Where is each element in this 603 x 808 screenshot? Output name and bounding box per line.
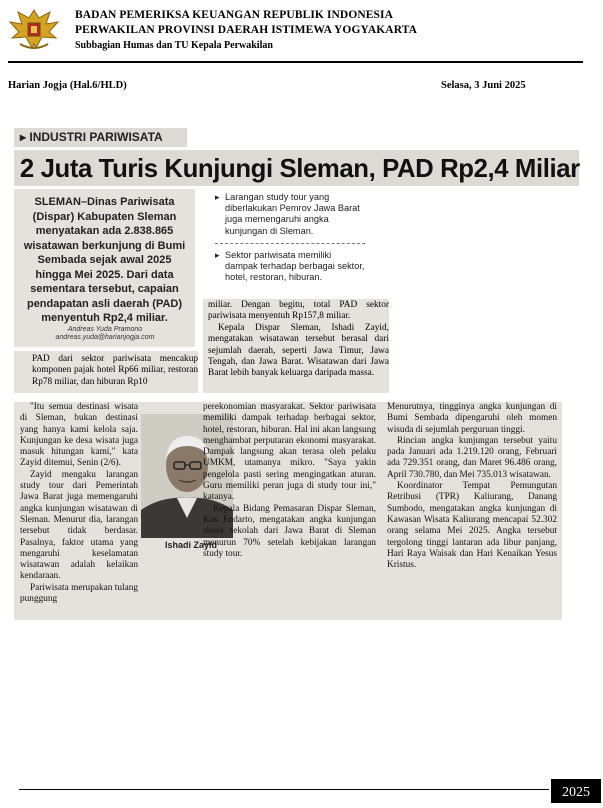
pad-paragraph: PAD dari sektor pariwisata mencakup komponen pajak hotel Rp66 miliar, restoran Rp78 miliar, dan hiburan Rp10 [14,351,198,393]
paragraph: Zayid mengaku larangan study tour dari Pemerintah Jawa Barat juga memengaruhi angka kunjungan wisatawan di Sleman. Menurut dia, larangan tersebut tidak berdasar. Pasalnya, faktor utama yang mengaruhi keselamatan wisatawan adalah kelaikan kendaraan. [20,469,138,582]
highlight-item: ▸ Sektor pariwisata memiliki dampak terhadap berbagai sektor, hotel, restoran, hiburan. [215,250,365,284]
body-column-1 [20,402,138,605]
body-column-3 [387,402,557,571]
highlight-item: ▸ Larangan study tour yang diberlakukan Pemrov Jawa Barat juga memengaruhi angka kunjungan di Sleman. [215,192,365,237]
paragraph: Pariwisata merupakan tulang punggung [20,582,138,605]
section-kicker: ▸ INDUSTRI PARIWISATA [14,128,187,147]
paragraph: Menurutnya, tingginya angka kunjungan di Bumi Sembada dipengaruhi oleh momen wisuda di sejumlah perguruan tinggi. [387,402,557,435]
paragraph: Koordinator Tempat Pemungutan Retribusi (TPR) Kaliurang, Danang Sumbodo, mengatakan angka kunjungan di Kawasan Wisata Kaliurang mencapai 52.302 orang selama Mei 2025. Angka tersebut tergolong tinggi lantaran ada libur panjang, Hari Raya Waisak dan Hari Kenaikan Yesus Kristus. [387,481,557,571]
paragraph: "Itu semua destinasi wisata di Sleman, bukan destinasi yang hanya kami kelola saja. Kunjungan ke desa wisata juga masuk hitungan kami," kata Zayid ditemui, Senin (2/6). [20,402,138,469]
body-column-2 [203,402,376,560]
photo-caption: Ishadi Zayid [165,540,218,550]
paragraph: perekonomian masyarakat. Sektor pariwisata memiliki dampak terhadap berbagai sektor, hotel, restoran, hiburan. Hal ini akan langsung menghambat perputaran ekonomi masyarakat. Dampak langsung akan terasa oleh pelaku UMKM, utamanya mikro. "Saya yakin pengelola pasti sering mengingatkan aturan. Guru memiliki peran juga di study tour ini," katanya. [203,402,376,503]
header-divider [8,61,583,63]
article-lead [14,189,195,347]
middle-column [203,299,389,393]
garuda-emblem-icon [6,4,62,54]
date-label: Selasa, 3 Juni 2025 [441,80,526,91]
paragraph: Kepala Dispar Sleman, Ishadi Zayid, mengatakan wisatawan tersebut berasal dari sejumlah daerah, seperti Jawa Timur, Jawa Tengah, dan Jawa Barat. Wisatawan dari Jawa Barat lebih banyak keluarga daripada massa. [208,322,389,379]
byline-email: andreas.yuda@harianjogja.com [55,334,155,341]
byline-name: Andreas Yuda Pramono [67,326,143,333]
year-badge: 2025 [551,779,601,803]
highlights-box [205,189,369,299]
paragraph: Kepala Bidang Pemasaran Dispar Sleman, Kus Endarto, mengatakan angka kunjungan siswa sekolah dari Jawa Barat di Sleman menurun 70% setelah kebijakan larangan study tour. [203,503,376,559]
paragraph: Rincian angka kunjungan tersebut yaitu pada Januari ada 1.219.120 orang, Februari ada 729.351 orang, dan Maret 96.486 orang, April 730.780, dan Mei 735.013 wisatawan. [387,435,557,480]
highlight-divider [215,243,365,244]
paragraph: miliar. Dengan begitu, total PAD sektor pariwisata menyentuh Rp157,8 miliar. [208,300,389,322]
lead-text: SLEMAN–Dinas Pariwisata (Dispar) Kabupaten Sleman menyatakan ada 2.838.865 wisatawan berkunjung di Bumi Sembada sejak awal 2025 hingga Mei 2025. Dari data sementara tersebut, capaian pendapatan asli daerah (PAD) menyentuh Rp2,4 miliar. [23,196,186,324]
footer-divider [19,789,549,790]
org-subdivision: Subbagian Humas dan TU Kepala Perwakilan [75,40,273,51]
article-headline: 2 Juta Turis Kunjungi Sleman, PAD Rp2,4 Miliar [14,150,579,186]
org-name-line2: PERWAKILAN PROVINSI DAERAH ISTIMEWA YOGYAKARTA [75,24,418,36]
byline [20,326,190,342]
source-label: Harian Jogja (Hal.6/HLD) [8,80,127,91]
org-name-line1: BADAN PEMERIKSA KEUANGAN REPUBLIK INDONESIA [75,9,394,21]
